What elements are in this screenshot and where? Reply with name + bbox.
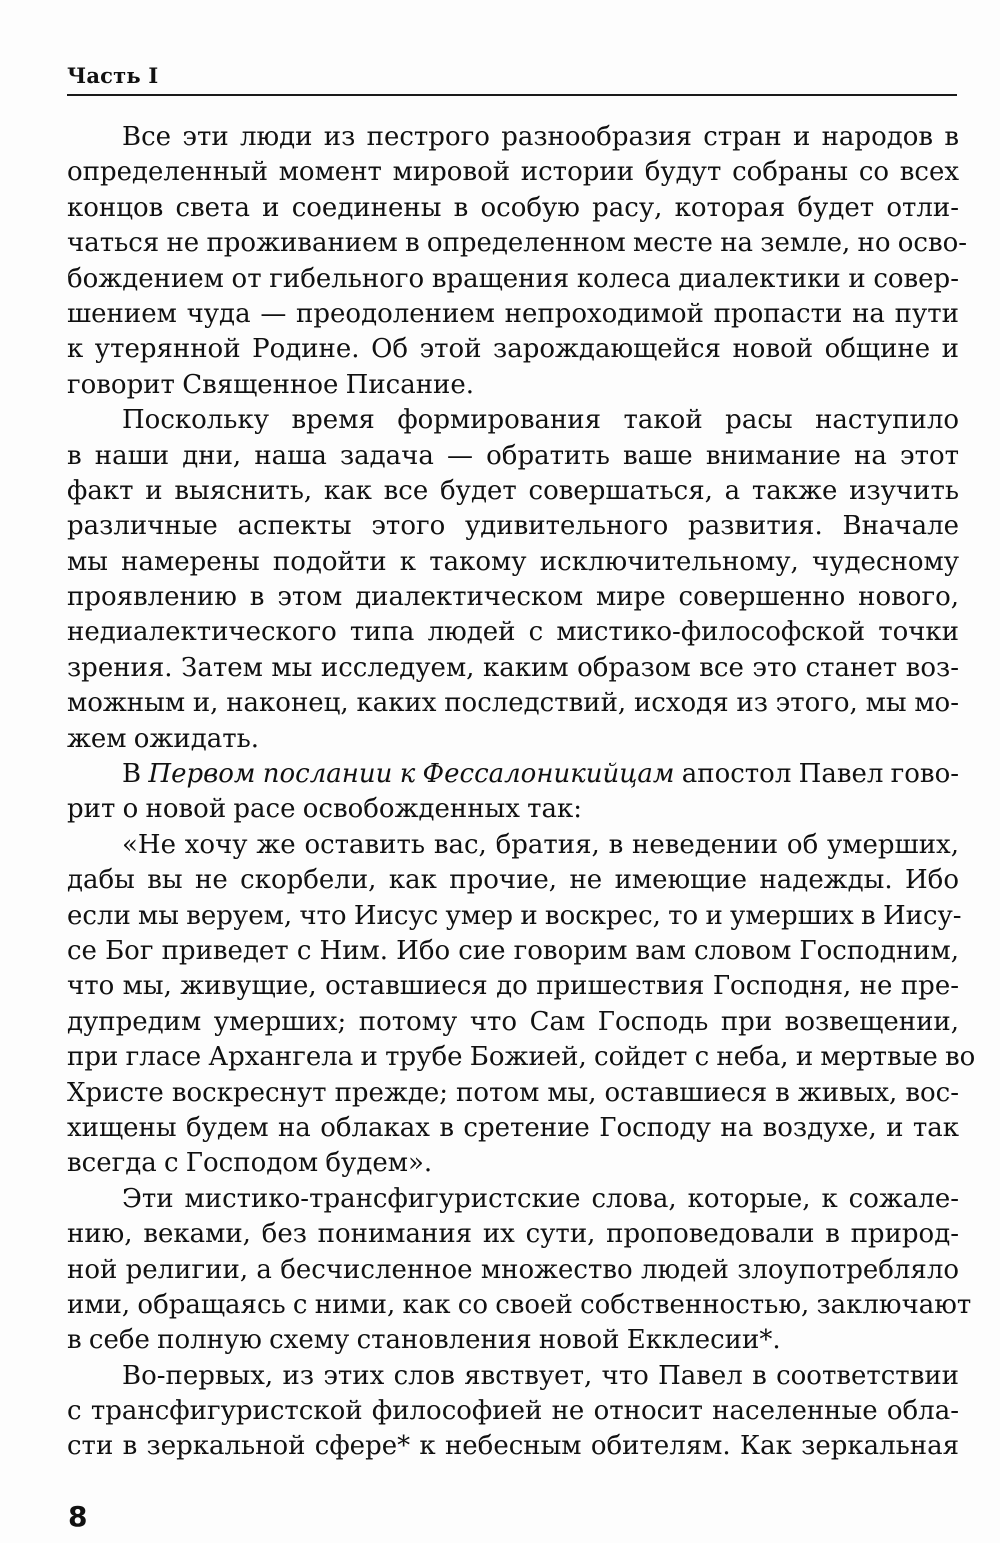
text-line: к утерянной Родине. Об этой зарождающейся новой общине и — [67, 334, 959, 365]
text-line: факт и выяснить, как все будет совершаться, а также изучить — [67, 475, 959, 506]
quote-line: всегда с Господом будем». — [67, 1148, 433, 1179]
quote-line: если мы веруем, что Иисус умер и воскрес, то и умерших в Иису- — [67, 900, 962, 931]
text-line: рит о новой расе освобожденных так: — [67, 794, 583, 825]
text-line: говорит Священное Писание. — [67, 369, 475, 400]
text-line: шением чуда — преодолением непроходимой пропасти на пути — [67, 298, 959, 329]
text-line: с трансфигуристской философией не относит населенные обла- — [67, 1396, 959, 1427]
text-segment: апостол Павел гово- — [674, 759, 960, 790]
quote-line: дупредим умерших; потому что Сам Господь при возвещении, — [67, 1006, 959, 1037]
text-line: жем ожидать. — [67, 723, 260, 754]
text-line: чаться не проживанием в определенном месте на земле, но осво- — [67, 228, 968, 259]
text-line: Все эти люди из пестрого разнообразия стран и народов в — [122, 122, 959, 152]
epistle-title: Первом послании к Фессалоникийцам — [148, 759, 675, 790]
text-line: в себе полную схему становления новой Екклесии*. — [67, 1325, 781, 1356]
quote-line: дабы вы не скорбели, как прочие, не имеющие надежды. Ибо — [67, 865, 959, 896]
text-line: зрения. Затем мы исследуем, каким образом все это станет воз- — [67, 652, 959, 683]
running-header — [67, 58, 957, 96]
quote-line: при гласе Архангела и трубе Божией, сойдет с неба, и мертвые во — [67, 1042, 976, 1073]
text-line: концов света и соединены в особую расу, которая будет отли- — [67, 192, 959, 223]
text-line: Во-первых, из этих слов явствует, что Павел в соответствии — [122, 1360, 959, 1391]
text-line — [67, 757, 959, 792]
text-line: в наши дни, наша задача — обратить ваше внимание на этот — [67, 440, 959, 471]
text-line: проявлению в этом диалектическом мире совершенно нового, — [67, 582, 959, 613]
text-line: недиалектического типа людей с мистико-философской точки — [67, 617, 959, 648]
body-text — [67, 120, 976, 1465]
quote-line: се Бог приведет с Ним. Ибо сие говорим вам словом Господним, — [67, 935, 959, 966]
page-number: 8 — [68, 1500, 88, 1533]
quote-line: «Не хочу же оставить вас, братия, в неведении об умерших, — [122, 829, 959, 860]
text-line: Поскольку время формирования такой расы наступило — [122, 405, 959, 436]
text-line: различные аспекты этого удивительного развития. Вначале — [67, 511, 959, 542]
quote-line: Христе воскреснут прежде; потом мы, оставшиеся в живых, вос- — [67, 1077, 959, 1108]
text-line: сти в зеркальной сфере* к небесным обителям. Как зеркальная — [67, 1431, 959, 1462]
text-line: мы намерены подойти к такому исключительному, чудесному — [67, 546, 959, 577]
text-line: ими, обращаясь с ними, как со своей собственностью, заключают — [67, 1289, 972, 1320]
text-line: ной религии, а бесчисленное множество людей злоупотребляло — [67, 1254, 959, 1285]
text-line: Эти мистико-трансфигуристские слова, которые, к сожале- — [122, 1183, 959, 1214]
running-title: Часть I — [67, 63, 159, 88]
text-segment: В — [122, 759, 149, 790]
text-line: определенный момент мировой истории будут собраны со всех — [67, 157, 959, 188]
text-line: можным и, наконец, каких последствий, исходя из этого, мы мо- — [67, 688, 959, 719]
quote-line: что мы, живущие, оставшиеся до пришествия Господня, не пре- — [67, 971, 959, 1002]
text-line: бождением от гибельного вращения колеса диалектики и совер- — [67, 263, 959, 294]
quote-line: хищены будем на облаках в сретение Господу на воздухе, и так — [67, 1112, 959, 1143]
text-line: нию, веками, без понимания их сути, проповедовали в природ- — [67, 1219, 959, 1250]
